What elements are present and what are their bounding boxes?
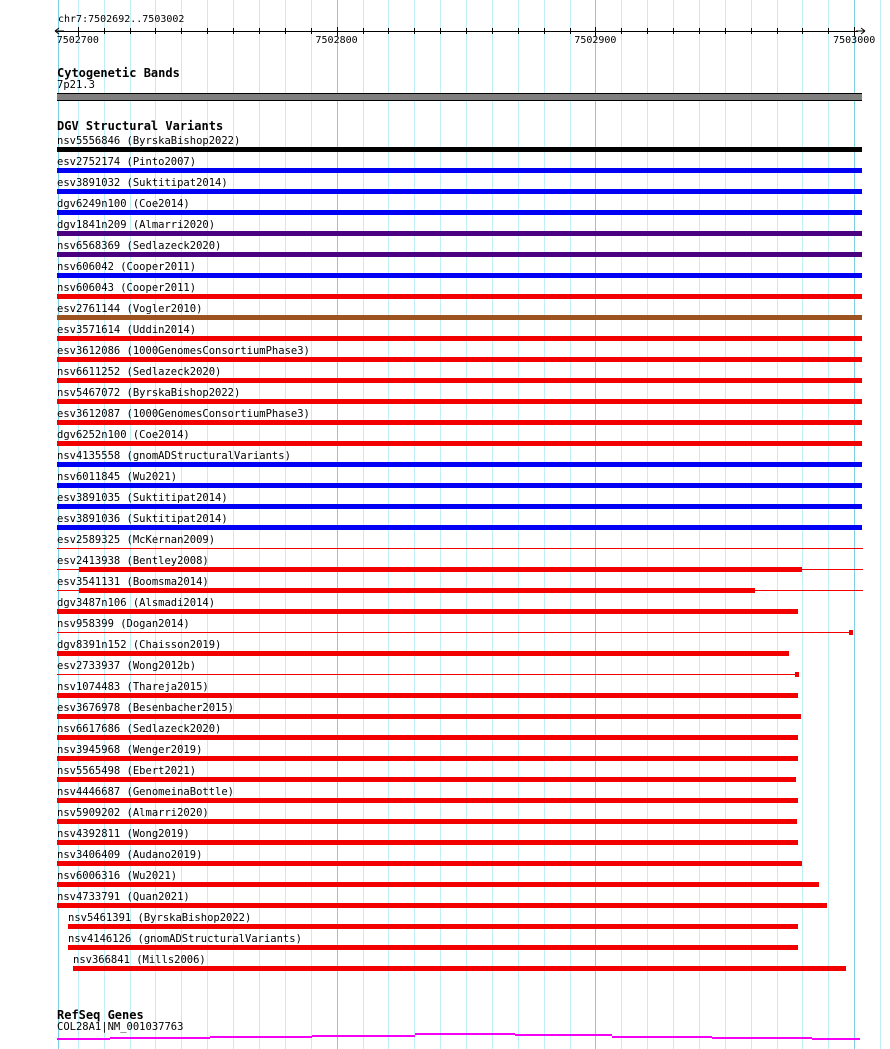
ruler-tick-label: 7503000	[833, 35, 876, 46]
dgv-track-title: DGV Structural Variants	[57, 119, 224, 133]
variant-label: esv2761144 (Vogler2010)	[57, 303, 203, 315]
ruler-tick	[440, 28, 441, 34]
variant-row[interactable]	[0, 913, 890, 934]
gene-intron-line[interactable]	[415, 1033, 515, 1035]
variant-label: nsv4135558 (gnomADStructuralVariants)	[57, 450, 291, 462]
variant-row[interactable]	[0, 829, 890, 850]
variant-thin-line[interactable]	[802, 569, 863, 570]
variant-row[interactable]	[0, 493, 890, 514]
variant-row[interactable]	[0, 304, 890, 325]
variant-label: nsv4146126 (gnomADStructuralVariants)	[68, 933, 302, 945]
ruler-tick-label: 7502900	[574, 35, 617, 46]
region-title: chr7:7502692..7503002	[58, 14, 185, 25]
variant-row[interactable]	[0, 241, 890, 262]
variant-bar[interactable]	[57, 441, 862, 446]
variant-bar[interactable]	[57, 693, 798, 698]
refseq-gene-label: COL28A1|NM_001037763	[57, 1021, 184, 1033]
variant-bar[interactable]	[57, 714, 801, 719]
variant-row[interactable]	[0, 808, 890, 829]
cytoband-track-title: Cytogenetic Bands	[57, 66, 180, 80]
variant-row[interactable]	[0, 451, 890, 472]
variant-row[interactable]	[0, 178, 890, 199]
ruler-tick	[647, 28, 648, 34]
variant-bar[interactable]	[57, 819, 797, 824]
variant-bar[interactable]	[57, 882, 819, 887]
ruler-tick	[621, 28, 622, 34]
variant-row[interactable]	[0, 871, 890, 892]
variant-row[interactable]	[0, 514, 890, 535]
variant-label: nsv6568369 (Sedlazeck2020)	[57, 240, 222, 252]
variant-bar[interactable]	[57, 903, 827, 908]
ruler-tick	[725, 28, 726, 34]
variant-label: dgv3487n106 (Alsmadi2014)	[57, 597, 216, 609]
ruler-tick	[570, 28, 571, 34]
variant-row[interactable]	[0, 472, 890, 493]
variant-row[interactable]	[0, 409, 890, 430]
gene-intron-line[interactable]	[515, 1034, 612, 1036]
ruler-tick	[751, 28, 752, 34]
variant-end-box[interactable]	[795, 672, 799, 677]
variant-label: nsv366841 (Mills2006)	[73, 954, 206, 966]
ruler-tick	[544, 28, 545, 34]
variant-label: esv3612087 (1000GenomesConsortiumPhase3)	[57, 408, 310, 420]
gene-intron-line[interactable]	[210, 1036, 312, 1038]
ruler-tick	[363, 28, 364, 34]
variant-label: esv3891036 (Suktitipat2014)	[57, 513, 228, 525]
variant-row[interactable]	[0, 682, 890, 703]
variant-bar[interactable]	[57, 294, 862, 299]
ruler-tick	[518, 28, 519, 34]
variant-bar[interactable]	[57, 420, 862, 425]
variant-label: dgv6249n100 (Coe2014)	[57, 198, 190, 210]
variant-thin-line[interactable]	[57, 674, 795, 675]
variant-thin-line[interactable]	[755, 590, 863, 591]
variant-row[interactable]	[0, 283, 890, 304]
variant-label: esv2589325 (McKernan2009)	[57, 534, 216, 546]
variant-label: nsv5909202 (Almarri2020)	[57, 807, 209, 819]
variant-label: nsv3406409 (Audano2019)	[57, 849, 203, 861]
variant-label: esv3891035 (Suktitipat2014)	[57, 492, 228, 504]
variant-label: nsv3945968 (Wenger2019)	[57, 744, 203, 756]
ruler-tick	[285, 28, 286, 34]
variant-label: nsv5461391 (ByrskaBishop2022)	[68, 912, 252, 924]
variant-row[interactable]	[0, 724, 890, 745]
variant-row[interactable]	[0, 934, 890, 955]
variant-bar[interactable]	[57, 399, 862, 404]
variant-row[interactable]	[0, 535, 890, 556]
variant-bar[interactable]	[57, 462, 862, 467]
variant-bar[interactable]	[57, 840, 798, 845]
variant-bar[interactable]	[57, 252, 862, 257]
variant-label: esv2733937 (Wong2012b)	[57, 660, 197, 672]
variant-bar[interactable]	[68, 945, 798, 950]
refseq-track-title: RefSeq Genes	[57, 1008, 144, 1022]
variant-bar[interactable]	[79, 588, 755, 593]
gene-intron-line[interactable]	[57, 1038, 110, 1040]
variant-bar[interactable]	[57, 168, 862, 173]
ruler-tick	[311, 28, 312, 34]
ruler-tick	[155, 28, 156, 34]
variant-row[interactable]	[0, 199, 890, 220]
variant-bar[interactable]	[57, 504, 862, 509]
variant-bar[interactable]	[57, 315, 862, 320]
variant-bar[interactable]	[57, 777, 796, 782]
variant-bar[interactable]	[57, 756, 798, 761]
variant-bar[interactable]	[57, 735, 798, 740]
variant-bar[interactable]	[57, 210, 862, 215]
variant-thin-line[interactable]	[57, 632, 849, 633]
variant-label: nsv5565498 (Ebert2021)	[57, 765, 197, 777]
variant-label: nsv4733791 (Quan2021)	[57, 891, 190, 903]
variant-label: nsv6617686 (Sedlazeck2020)	[57, 723, 222, 735]
variant-bar[interactable]	[57, 189, 862, 194]
variant-bar[interactable]	[57, 525, 862, 530]
variant-row[interactable]	[0, 136, 890, 157]
ruler-tick	[414, 28, 415, 34]
ruler-tick	[699, 28, 700, 34]
ruler-tick	[466, 28, 467, 34]
variant-bar[interactable]	[57, 231, 862, 236]
ruler-line	[57, 31, 858, 32]
variant-row[interactable]	[0, 346, 890, 367]
variant-label: nsv6006316 (Wu2021)	[57, 870, 178, 882]
cytoband-bar[interactable]	[57, 93, 862, 101]
variant-label: esv2413938 (Bentley2008)	[57, 555, 209, 567]
ruler-tick-label: 7502800	[315, 35, 358, 46]
ruler-tick	[181, 28, 182, 34]
ruler-tick	[388, 28, 389, 34]
variant-label: esv3541131 (Boomsma2014)	[57, 576, 209, 588]
gene-intron-line[interactable]	[110, 1037, 210, 1039]
variant-label: esv3571614 (Uddin2014)	[57, 324, 197, 336]
variant-label: esv3676978 (Besenbacher2015)	[57, 702, 235, 714]
variant-row[interactable]	[0, 787, 890, 808]
variant-bar[interactable]	[57, 147, 862, 152]
variant-bar[interactable]	[68, 924, 798, 929]
variant-label: nsv4392811 (Wong2019)	[57, 828, 190, 840]
variant-row[interactable]	[0, 325, 890, 346]
variant-label: esv2752174 (Pinto2007)	[57, 156, 197, 168]
variant-label: nsv5556846 (ByrskaBishop2022)	[57, 135, 241, 147]
variant-bar[interactable]	[57, 273, 862, 278]
variant-row[interactable]	[0, 955, 890, 976]
variant-row[interactable]	[0, 745, 890, 766]
ruler-tick	[673, 28, 674, 34]
variant-bar[interactable]	[57, 357, 862, 362]
variant-label: nsv958399 (Dogan2014)	[57, 618, 190, 630]
variant-thin-line[interactable]	[57, 548, 863, 549]
variant-label: nsv6611252 (Sedlazeck2020)	[57, 366, 222, 378]
variant-bar[interactable]	[79, 567, 802, 572]
variant-thin-line[interactable]	[57, 569, 79, 570]
variant-bar[interactable]	[57, 798, 798, 803]
variant-label: nsv606042 (Cooper2011)	[57, 261, 197, 273]
ruler-tick	[104, 28, 105, 34]
variant-bar[interactable]	[57, 378, 862, 383]
gene-intron-line[interactable]	[712, 1037, 812, 1039]
variant-label: nsv5467072 (ByrskaBishop2022)	[57, 387, 241, 399]
variant-label: dgv6252n100 (Coe2014)	[57, 429, 190, 441]
variant-end-box[interactable]	[849, 630, 853, 635]
variant-label: nsv1074483 (Thareja2015)	[57, 681, 209, 693]
gene-intron-line[interactable]	[612, 1036, 712, 1038]
variant-row[interactable]	[0, 766, 890, 787]
variant-row[interactable]	[0, 703, 890, 724]
gene-intron-line[interactable]	[812, 1038, 860, 1040]
variant-label: esv3612086 (1000GenomesConsortiumPhase3)	[57, 345, 310, 357]
variant-row[interactable]	[0, 220, 890, 241]
ruler-tick-label: 7502700	[56, 35, 99, 46]
variant-row[interactable]	[0, 661, 890, 682]
variant-row[interactable]	[0, 388, 890, 409]
variant-bar[interactable]	[57, 483, 862, 488]
variant-label: nsv4446687 (GenomeinaBottle)	[57, 786, 235, 798]
ruler-tick	[233, 28, 234, 34]
variant-row[interactable]	[0, 577, 890, 598]
ruler-tick	[130, 28, 131, 34]
variant-label: dgv1841n209 (Almarri2020)	[57, 219, 216, 231]
cytoband-label: 7p21.3	[57, 79, 95, 91]
ruler-tick	[777, 28, 778, 34]
variant-row[interactable]	[0, 262, 890, 283]
variant-row[interactable]	[0, 850, 890, 871]
variant-row[interactable]	[0, 619, 890, 640]
variant-row[interactable]	[0, 430, 890, 451]
ruler-tick	[828, 28, 829, 34]
variant-bar[interactable]	[57, 336, 862, 341]
variant-row[interactable]	[0, 556, 890, 577]
variant-label: dgv8391n152 (Chaisson2019)	[57, 639, 222, 651]
variant-row[interactable]	[0, 598, 890, 619]
variant-row[interactable]	[0, 157, 890, 178]
variant-label: nsv6011845 (Wu2021)	[57, 471, 178, 483]
gene-intron-line[interactable]	[312, 1035, 415, 1037]
variant-row[interactable]	[0, 367, 890, 388]
variant-label: esv3891032 (Suktitipat2014)	[57, 177, 228, 189]
ruler-tick	[259, 28, 260, 34]
variant-row[interactable]	[0, 640, 890, 661]
variant-bar[interactable]	[73, 966, 846, 971]
variant-bar[interactable]	[57, 651, 789, 656]
ruler-tick	[207, 28, 208, 34]
variant-label: nsv606043 (Cooper2011)	[57, 282, 197, 294]
ruler-tick	[802, 28, 803, 34]
variant-bar[interactable]	[57, 609, 798, 614]
variant-row[interactable]	[0, 892, 890, 913]
variant-bar[interactable]	[57, 861, 802, 866]
variant-thin-line[interactable]	[57, 590, 79, 591]
ruler-tick	[492, 28, 493, 34]
